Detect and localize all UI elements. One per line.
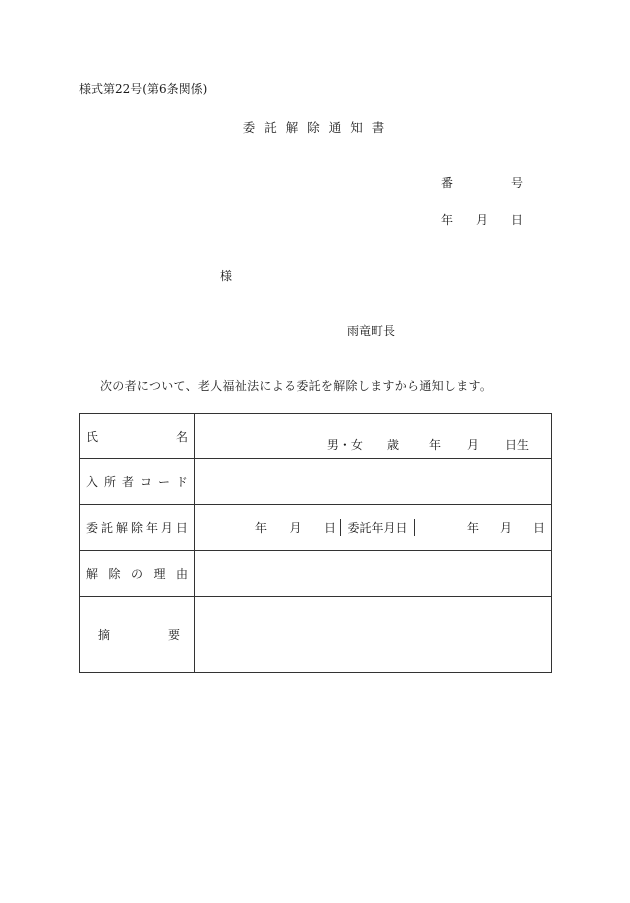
birth-day-unit: 日生	[504, 438, 529, 452]
name-label-char: 氏	[86, 429, 99, 444]
code-label-char: 者	[121, 475, 134, 489]
number-char-2: 号	[510, 176, 523, 190]
name-value-cell[interactable]	[195, 414, 552, 459]
release-year: 年	[255, 521, 268, 535]
code-label-char: 入	[86, 475, 99, 489]
release-label-char: 除	[130, 521, 143, 535]
release-label-char: 託	[100, 521, 113, 535]
resident-code-value[interactable]	[195, 459, 552, 505]
birth-month-unit: 月	[466, 438, 479, 452]
release-reason-value[interactable]	[195, 551, 552, 597]
name-info	[327, 436, 529, 453]
release-reason-label	[80, 551, 195, 597]
notice-table	[79, 413, 552, 673]
release-label-char: 解	[115, 521, 128, 535]
code-label-char: ー	[157, 475, 170, 489]
summary-label-char: 要	[167, 628, 180, 642]
release-date-label	[80, 505, 195, 551]
code-label-char: コ	[139, 475, 152, 489]
number-char-1: 番	[441, 176, 454, 190]
summary-label-char: 摘	[98, 628, 111, 642]
addressee-honorific: 様	[220, 269, 233, 283]
entrust-date-label: 委託年月日	[341, 519, 415, 536]
reason-label-char: 除	[108, 567, 121, 581]
resident-code-label	[80, 459, 195, 505]
entrust-month: 月	[499, 521, 512, 535]
release-label-char: 委	[86, 521, 99, 535]
entrust-year: 年	[467, 521, 480, 535]
table-row-summary	[80, 597, 552, 673]
issue-year: 年	[441, 213, 454, 227]
release-label-char: 年	[145, 521, 158, 535]
entrust-date-value[interactable]	[415, 519, 551, 536]
age-unit: 歳	[386, 438, 399, 452]
table-row-code	[80, 459, 552, 505]
table-row-dates	[80, 505, 552, 551]
document-title: 委託解除通知書	[242, 120, 394, 135]
release-day: 日	[323, 521, 336, 535]
issue-day: 日	[510, 213, 523, 227]
name-label	[80, 414, 195, 459]
issue-month: 月	[475, 213, 488, 227]
issue-date-field	[441, 211, 523, 228]
code-label-char: 所	[103, 475, 116, 489]
release-month: 月	[289, 521, 302, 535]
reason-label-char: 解	[86, 567, 99, 581]
birth-year-unit: 年	[428, 438, 441, 452]
summary-value[interactable]	[195, 597, 552, 673]
name-label-char: 名	[175, 429, 188, 444]
sex-choice: 男・女	[326, 438, 363, 452]
table-row-reason	[80, 551, 552, 597]
reason-label-char: 理	[153, 567, 166, 581]
reason-label-char: 由	[175, 567, 188, 581]
release-date-value[interactable]	[195, 519, 341, 536]
summary-label	[80, 597, 195, 673]
release-label-char: 月	[160, 521, 173, 535]
body-text: 次の者について、老人福祉法による委託を解除しますから通知します。	[100, 379, 493, 393]
document-number-field	[441, 174, 523, 191]
dates-cell	[195, 505, 552, 551]
reason-label-char: の	[130, 567, 143, 581]
form-number: 様式第22号(第6条関係)	[79, 82, 208, 96]
table-row-name	[80, 414, 552, 459]
release-label-char: 日	[175, 521, 188, 535]
entrust-day: 日	[532, 521, 545, 535]
code-label-char: ド	[175, 475, 188, 489]
issuer-name: 雨竜町長	[347, 324, 396, 338]
